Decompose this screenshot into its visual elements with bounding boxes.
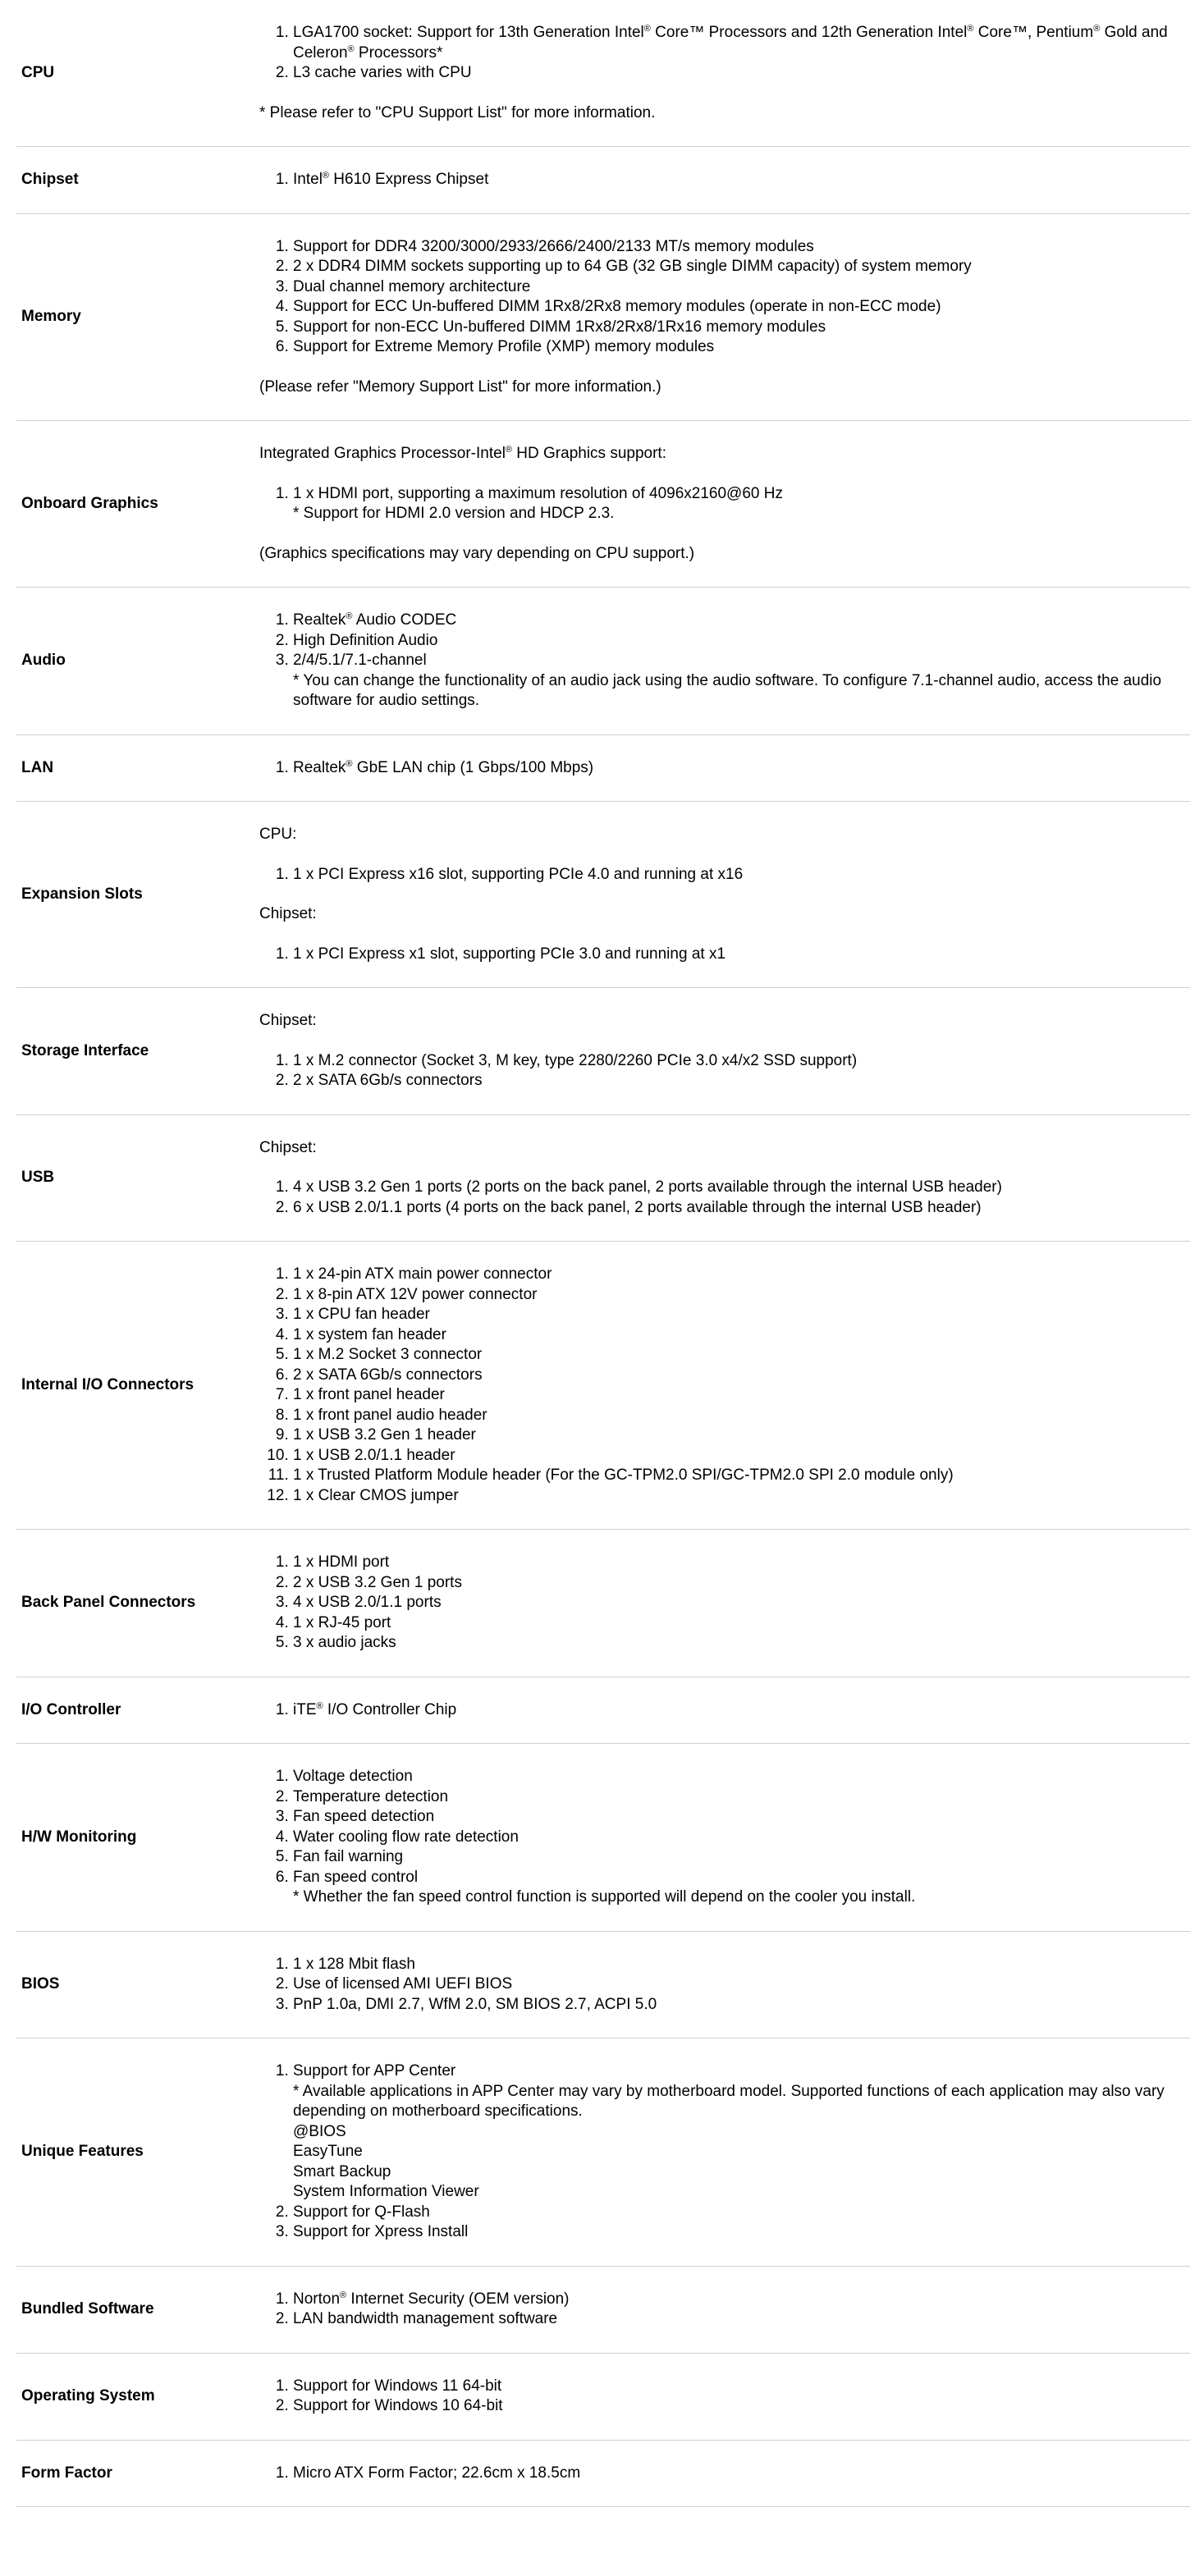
spec-list-item (293, 1178, 1190, 1198)
spec-list (259, 1265, 1190, 1506)
spec-list-item (293, 631, 1190, 652)
spec-content (259, 2353, 1190, 2440)
spec-content (259, 734, 1190, 802)
spec-label: LAN (21, 758, 54, 776)
spec-item-text: 3 x audio jacks (293, 1634, 396, 1651)
spec-list-item (293, 2290, 1190, 2310)
spec-item-note: * Whether the fan speed control function is supported will depend on the cooler you install. (293, 1888, 916, 1906)
spec-list-item (293, 170, 1190, 190)
spec-list (259, 2464, 1190, 2484)
spec-row (16, 2266, 1190, 2353)
spec-item-text: Use of licensed AMI UEFI BIOS (293, 1975, 513, 1993)
spec-content (259, 213, 1190, 421)
spec-content (259, 147, 1190, 214)
spec-item-text: Support for DDR4 3200/3000/2933/2666/2400/2133 MT/s memory modules (293, 237, 814, 255)
spec-content (259, 2038, 1190, 2267)
spec-row (16, 147, 1190, 214)
spec-content (259, 1931, 1190, 2038)
spec-item-text: 6 x USB 2.0/1.1 ports (4 ports on the back panel, 2 ports available through the internal USB header) (293, 1198, 982, 1216)
spec-row (16, 2038, 1190, 2267)
spec-list (259, 170, 1190, 190)
spec-item-text: 1 x Clear CMOS jumper (293, 1486, 459, 1504)
spec-list (259, 1955, 1190, 2016)
spec-list-item (293, 1285, 1190, 1306)
spec-list-item (293, 297, 1190, 318)
spec-item-text: Support for Windows 10 64-bit (293, 2397, 503, 2414)
spec-item-text: Water cooling flow rate detection (293, 1828, 519, 1846)
spec-list-item (293, 1995, 1190, 2016)
spec-list-item (293, 484, 1190, 524)
spec-item-text: Micro ATX Form Factor; 22.6cm x 18.5cm (293, 2464, 581, 2482)
spec-item-text: 1 x USB 2.0/1.1 header (293, 1446, 455, 1464)
spec-list (259, 2377, 1190, 2417)
spec-row (16, 1114, 1190, 1242)
spec-item-text: Support for Windows 11 64-bit (293, 2377, 502, 2395)
spec-item-text: Dual channel memory architecture (293, 277, 531, 295)
spec-list-item (293, 1700, 1190, 1721)
spec-list-item (293, 1955, 1190, 1975)
spec-list-item (293, 945, 1190, 965)
spec-content (259, 1744, 1190, 1932)
spec-list (259, 1700, 1190, 1721)
spec-item-text: 2 x SATA 6Gb/s connectors (293, 1072, 483, 1089)
spec-item-text: 1 x front panel header (293, 1386, 445, 1403)
spec-paragraph: Chipset: (259, 1138, 317, 1156)
spec-content (259, 2266, 1190, 2353)
spec-row (16, 421, 1190, 588)
spec-list (259, 865, 1190, 885)
spec-item-note: EasyTune (293, 2143, 363, 2160)
spec-list-item (293, 1345, 1190, 1366)
spec-list-item (293, 1828, 1190, 1848)
spec-content (259, 802, 1190, 988)
spec-row (16, 734, 1190, 802)
spec-list-item (293, 1807, 1190, 1828)
spec-list-item (293, 1633, 1190, 1654)
spec-item-text: 2 x USB 3.2 Gen 1 ports (293, 1573, 462, 1591)
spec-item-text: 1 x CPU fan header (293, 1306, 430, 1323)
spec-content (259, 421, 1190, 588)
spec-list (259, 1767, 1190, 1908)
spec-list-item (293, 1613, 1190, 1634)
spec-content (259, 588, 1190, 735)
spec-row (16, 0, 1190, 147)
spec-list-item (293, 2203, 1190, 2223)
spec-item-text: Fan speed detection (293, 1808, 435, 1825)
spec-content (259, 1677, 1190, 1744)
spec-row (16, 1931, 1190, 2038)
spec-item-text: Temperature detection (293, 1787, 449, 1805)
spec-item-text: iTE® I/O Controller Chip (293, 1700, 457, 1718)
spec-item-text: 1 x 24-pin ATX main power connector (293, 1265, 552, 1283)
spec-list-item (293, 865, 1190, 885)
spec-item-text: 4 x USB 2.0/1.1 ports (293, 1594, 442, 1611)
spec-list-item (293, 277, 1190, 298)
spec-list-item (293, 1868, 1190, 1908)
spec-row (16, 988, 1190, 1115)
spec-list-item (293, 2061, 1190, 2203)
spec-item-text: LAN bandwidth management software (293, 2310, 558, 2327)
spec-item-text: 2/4/5.1/7.1-channel (293, 652, 427, 669)
spec-item-text: Support for Xpress Install (293, 2223, 469, 2240)
spec-content (259, 1530, 1190, 1677)
spec-label: H/W Monitoring (21, 1828, 137, 1846)
spec-item-text: Realtek® Audio CODEC (293, 611, 457, 629)
spec-label: Operating System (21, 2386, 155, 2404)
spec-list-item (293, 1366, 1190, 1386)
spec-content (259, 0, 1190, 147)
spec-list (259, 945, 1190, 965)
spec-list-item (293, 23, 1190, 63)
spec-item-text: Realtek® GbE LAN chip (1 Gbps/100 Mbps) (293, 758, 594, 776)
spec-content (259, 1242, 1190, 1530)
spec-content (259, 988, 1190, 1115)
spec-item-text: 1 x RJ-45 port (293, 1613, 391, 1631)
spec-list-item (293, 63, 1190, 84)
spec-paragraph: (Please refer "Memory Support List" for more information.) (259, 377, 661, 396)
spec-item-note: * Support for HDMI 2.0 version and HDCP 2.3. (293, 505, 615, 522)
spec-label: USB (21, 1169, 55, 1186)
spec-row (16, 1242, 1190, 1530)
spec-item-text: Intel® H610 Express Chipset (293, 171, 489, 188)
spec-item-text: Support for Q-Flash (293, 2203, 430, 2221)
spec-list-item (293, 1466, 1190, 1486)
spec-list-item (293, 1385, 1190, 1406)
spec-item-text: Fan speed control (293, 1868, 419, 1886)
spec-label: Back Panel Connectors (21, 1594, 196, 1611)
spec-list-item (293, 1446, 1190, 1466)
spec-item-text: Support for APP Center (293, 2062, 456, 2080)
spec-list (259, 611, 1190, 711)
spec-list-item (293, 1787, 1190, 1808)
spec-item-text: 1 x USB 3.2 Gen 1 header (293, 1426, 476, 1444)
spec-list-item (293, 1425, 1190, 1446)
spec-label: Form Factor (21, 2464, 112, 2482)
spec-item-note: System Information Viewer (293, 2183, 479, 2200)
spec-list-item (293, 1051, 1190, 1072)
spec-label: Expansion Slots (21, 885, 143, 903)
spec-item-note: * Available applications in APP Center may vary by motherboard model. Supported functions of each application may also vary depending on motherboard specifications. (293, 2082, 1165, 2120)
spec-list-item (293, 1198, 1190, 1219)
spec-item-text: Support for non-ECC Un-buffered DIMM 1Rx8/2Rx8/1Rx16 memory modules (293, 318, 826, 336)
spec-list-item (293, 1305, 1190, 1325)
spec-item-text: 1 x 128 Mbit flash (293, 1955, 415, 1973)
spec-row (16, 2353, 1190, 2440)
spec-label: Memory (21, 308, 81, 325)
spec-list-item (293, 1325, 1190, 1346)
spec-row (16, 2440, 1190, 2507)
spec-row (16, 588, 1190, 735)
spec-list-item (293, 2464, 1190, 2484)
spec-content (259, 1114, 1190, 1242)
spec-label: CPU (21, 63, 55, 81)
spec-item-text: 1 x HDMI port, supporting a maximum resolution of 4096x2160@60 Hz (293, 484, 783, 502)
spec-item-text: PnP 1.0a, DMI 2.7, WfM 2.0, SM BIOS 2.7, ACPI 5.0 (293, 1995, 657, 2013)
spec-list-item (293, 237, 1190, 258)
spec-item-text: Fan fail warning (293, 1848, 404, 1865)
spec-list-item (293, 1486, 1190, 1507)
spec-list (259, 758, 1190, 779)
spec-list-item (293, 337, 1190, 358)
spec-list-item (293, 1573, 1190, 1594)
spec-row (16, 1677, 1190, 1744)
spec-list-item (293, 2309, 1190, 2330)
spec-paragraph: CPU: (259, 826, 297, 843)
spec-item-text: 2 x SATA 6Gb/s connectors (293, 1366, 483, 1384)
spec-paragraph: Chipset: (259, 1012, 317, 1029)
spec-list-item (293, 2377, 1190, 2397)
spec-paragraph: Chipset: (259, 905, 317, 922)
spec-list-item (293, 1265, 1190, 1285)
spec-item-text: 1 x M.2 Socket 3 connector (293, 1346, 483, 1363)
spec-list-item (293, 1847, 1190, 1868)
spec-list-item (293, 1767, 1190, 1787)
spec-item-text: 1 x M.2 connector (Socket 3, M key, type 2280/2260 PCIe 3.0 x4/x2 SSD support) (293, 1051, 858, 1069)
spec-list-item (293, 2396, 1190, 2417)
spec-item-text: 1 x HDMI port (293, 1553, 390, 1571)
spec-label: I/O Controller (21, 1700, 121, 1718)
spec-table-body (16, 0, 1190, 2507)
spec-item-note: * You can change the functionality of an audio jack using the audio software. To configure 7.1-channel audio, access the audio software for audio settings. (293, 671, 1162, 709)
spec-item-text: 1 x 8-pin ATX 12V power connector (293, 1285, 538, 1303)
spec-list (259, 2061, 1190, 2243)
spec-item-text: High Definition Audio (293, 631, 438, 649)
spec-content (259, 2440, 1190, 2507)
spec-list-item (293, 1071, 1190, 1091)
spec-list (259, 237, 1190, 358)
spec-paragraph: * Please refer to "CPU Support List" for more information. (259, 103, 656, 121)
spec-item-text: 1 x system fan header (293, 1325, 446, 1343)
spec-list-item (293, 1974, 1190, 1995)
spec-item-text: L3 cache varies with CPU (293, 64, 472, 81)
spec-item-note: Smart Backup (293, 2162, 391, 2180)
spec-list (259, 1051, 1190, 1091)
spec-list (259, 2290, 1190, 2330)
spec-label: Bundled Software (21, 2299, 154, 2317)
spec-item-text: 4 x USB 3.2 Gen 1 ports (2 ports on the back panel, 2 ports available through the internal USB header) (293, 1178, 1002, 1196)
spec-list-item (293, 758, 1190, 779)
spec-row (16, 802, 1190, 988)
spec-item-text: Support for ECC Un-buffered DIMM 1Rx8/2Rx8 memory modules (operate in non-ECC mode) (293, 298, 941, 315)
spec-label: Audio (21, 652, 66, 669)
spec-item-text: 1 x front panel audio header (293, 1406, 487, 1424)
spec-item-text: Voltage detection (293, 1768, 413, 1785)
spec-item-text: 1 x Trusted Platform Module header (For the GC-TPM2.0 SPI/GC-TPM2.0 SPI 2.0 module only) (293, 1466, 954, 1484)
spec-list-item (293, 318, 1190, 338)
spec-label: Unique Features (21, 2143, 144, 2160)
spec-list-item (293, 651, 1190, 711)
spec-label: Onboard Graphics (21, 494, 158, 512)
spec-label: Internal I/O Connectors (21, 1375, 195, 1393)
spec-list-item (293, 611, 1190, 631)
spec-row (16, 213, 1190, 421)
spec-item-text: 2 x DDR4 DIMM sockets supporting up to 64 GB (32 GB single DIMM capacity) of system memory (293, 258, 972, 275)
spec-list (259, 1553, 1190, 1654)
spec-item-text: 1 x PCI Express x1 slot, supporting PCIe 3.0 and running at x1 (293, 945, 726, 963)
spec-list-item (293, 257, 1190, 277)
spec-item-text: 1 x PCI Express x16 slot, supporting PCIe 4.0 and running at x16 (293, 865, 744, 883)
spec-list (259, 1178, 1190, 1218)
spec-paragraph: Integrated Graphics Processor-Intel® HD Graphics support: (259, 445, 666, 462)
spec-label: BIOS (21, 1975, 60, 1993)
spec-list-item (293, 1553, 1190, 1573)
spec-paragraph: (Graphics specifications may vary depending on CPU support.) (259, 544, 695, 562)
spec-row (16, 1530, 1190, 1677)
spec-list-item (293, 1406, 1190, 1426)
spec-item-text: LGA1700 socket: Support for 13th Generation Intel® Core™ Processors and 12th Generation Intel® Core™, Pentium® Gold and Celeron® Processors* (293, 24, 1168, 62)
spec-row (16, 1744, 1190, 1932)
spec-label: Storage Interface (21, 1041, 149, 1059)
spec-item-text: Norton® Internet Security (OEM version) (293, 2290, 570, 2308)
spec-list (259, 484, 1190, 524)
spec-list (259, 23, 1190, 84)
spec-list-item (293, 2222, 1190, 2243)
spec-label: Chipset (21, 171, 79, 188)
spec-item-text: Support for Extreme Memory Profile (XMP) memory modules (293, 338, 715, 355)
spec-list-item (293, 1593, 1190, 1613)
spec-item-note: @BIOS (293, 2122, 346, 2140)
spec-table (16, 0, 1190, 2507)
